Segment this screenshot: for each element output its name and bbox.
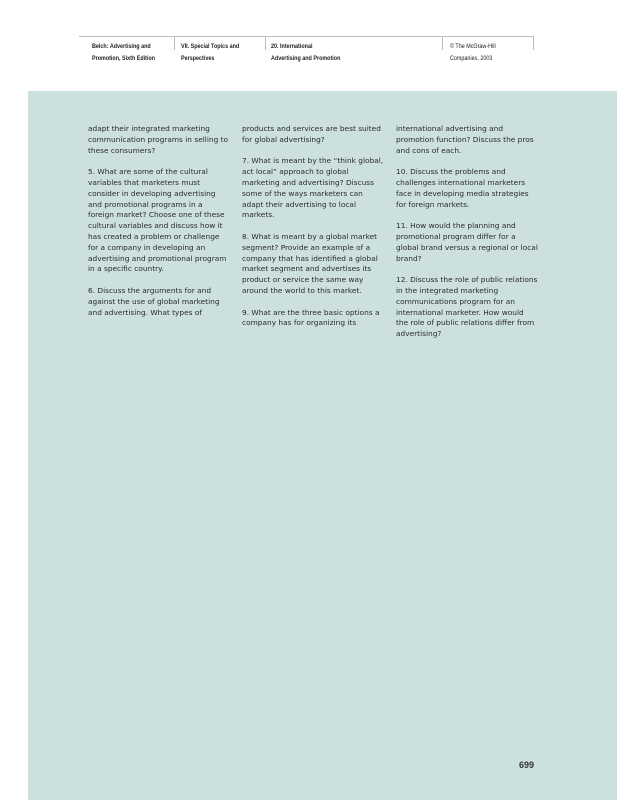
header-part [181,41,239,65]
text-column-2 [242,124,384,340]
paragraph: international advertising and promotion function? Discuss the pros and cons of each. [396,124,534,155]
question-9: 9. What are the three basic options a company has for organizing its [242,307,380,328]
header-chapter-line: 20. International [271,43,313,50]
question-5: 5. What are some of the cultural variables that marketers must consider in developing advertising and promotional programs in a foreign market? Choose one of these cultural variables and discuss how it has created a problem or challenge for a company in developing an advertising and promotional program in a specific country. [88,167,227,274]
header-copyright-line: Companies, 2003 [450,55,493,62]
header-book-title [92,41,155,65]
header-divider [442,36,443,50]
header-chapter-line: Advertising and Promotion [271,55,341,62]
header-book-line: Belch: Advertising and [92,43,151,50]
header-rule [79,36,533,37]
question-10: 10. Discuss the problems and challenges international marketers face in developing media strategies for foreign markets. [396,167,529,209]
question-6: 6. Discuss the arguments for and against the use of global marketing and advertising. What types of [88,285,220,317]
header-copyright [450,41,496,65]
paragraph: adapt their integrated marketing communication programs in selling to these consumers? [88,124,229,155]
header-divider [533,36,534,50]
header-book-line: Promotion, Sixth Edition [92,55,156,62]
header-chapter [271,41,340,65]
question-8: 8. What is meant by a global market segment? Provide an example of a company that has identified a global market segment and advertises its product or service the same way around the world to this market. [242,231,378,295]
header-part-line: VII. Special Topics and [181,43,240,50]
text-column-3 [396,124,538,351]
question-11: 11. How would the planning and promotional program differ for a global brand versus a regional or local brand? [396,221,538,263]
header-part-line: Perspectives [181,55,215,62]
header-divider [174,36,175,50]
header-copyright-line: © The McGraw-Hill [450,43,496,50]
question-7: 7. What is meant by the “think global, act local” approach to global marketing and advertising? Discuss some of the ways marketers can adapt their advertising to local markets. [242,156,384,220]
page-number: 699 [519,760,535,770]
question-12: 12. Discuss the role of public relations in the integrated marketing communications program for an international marketer. How would the role of public relations differ from advertising? [396,275,538,339]
paragraph: products and services are best suited for global advertising? [242,124,381,144]
header-divider [265,36,266,50]
text-column-1 [88,124,230,329]
